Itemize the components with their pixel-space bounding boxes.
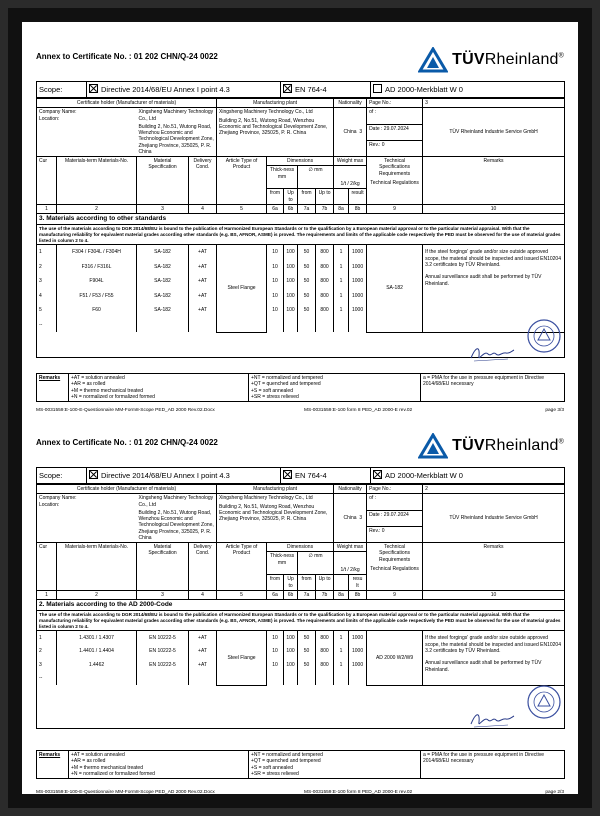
col-diameter: ∅ mm xyxy=(298,552,334,575)
row-w1: 1 xyxy=(334,303,349,318)
row-d2: 800 xyxy=(316,260,334,275)
section-title: 2. Materials according to the AD 2000-Code xyxy=(37,600,565,611)
row-w1: 1 xyxy=(334,289,349,304)
row-mat: F51 / F53 / F55 xyxy=(57,289,137,304)
col-weight-unit: 1/t / 2/kg xyxy=(334,166,367,189)
brand-registered: ® xyxy=(558,52,564,60)
nationality-value: China xyxy=(334,108,367,157)
legend-item: +QT = quenched and tempered xyxy=(251,758,321,765)
column-number: 2 xyxy=(57,590,137,599)
legend-item: +AT = solution annealed xyxy=(71,375,125,381)
footer-page: page 2/3 xyxy=(545,790,564,795)
cert-holder-header: Certificate holder (Manufacturer of materials) xyxy=(37,485,217,494)
tech-spec-value: SA-182 xyxy=(367,245,423,333)
row-t2: 100 xyxy=(284,645,298,659)
row-w2: 1000 xyxy=(349,289,367,304)
column-number: 7b xyxy=(316,590,334,599)
row-spec: SA-182 xyxy=(137,245,189,260)
row-t2 xyxy=(284,318,298,333)
col-remarks: Remarks xyxy=(423,543,565,591)
date-cell: Date : 29.07.2024 xyxy=(367,510,423,526)
legend-item: +QT = quenched and tempered xyxy=(251,381,321,388)
row-spec: EN 10222-5 xyxy=(137,645,189,659)
row-t2: 100 xyxy=(284,303,298,318)
row-t1: 10 xyxy=(267,631,284,645)
column-number: 4 xyxy=(189,590,217,599)
row-spec xyxy=(137,672,189,686)
row-n: 3 xyxy=(37,658,57,672)
checkbox-icon xyxy=(373,84,382,93)
table-row xyxy=(37,245,565,260)
row-w2 xyxy=(349,318,367,333)
row-del: +AT xyxy=(189,260,217,275)
row-del: +AT xyxy=(189,631,217,645)
from-label: from xyxy=(267,189,284,205)
scope-directive: Directive 2014/68/EU Annex I point 4.3 xyxy=(87,82,281,98)
row-w1 xyxy=(334,318,349,333)
row-d1: 50 xyxy=(298,274,316,289)
of-label: of : xyxy=(367,494,423,510)
cert-holder-header: Certificate holder (Manufacturer of materials) xyxy=(37,99,217,108)
materials-table xyxy=(36,98,565,357)
row-t1: 10 xyxy=(267,303,284,318)
row-n: -- xyxy=(37,318,57,333)
row-spec: SA-182 xyxy=(137,303,189,318)
row-w2: 1000 xyxy=(349,274,367,289)
row-mat: 1.4462 xyxy=(57,658,137,672)
column-number: 7b xyxy=(316,204,334,213)
tuv-logo xyxy=(418,430,564,462)
date-value: 29.07.2024 xyxy=(383,511,409,518)
upto-label: Up to xyxy=(316,189,334,205)
upto-label: Up to xyxy=(284,189,298,205)
company-info: Xingsheng Machinery Technology Co., Ltd Building 2, No.51, Wutong Road, Wenzhou Economic and Technological Development Zone, Zhejiang Province, 325025, P. R. China xyxy=(137,108,217,157)
row-n: 4 xyxy=(37,289,57,304)
footer-left: MS-0031559:E-100-E-Questionnaire MM-Form8-Scope PED_AD 2000 Rev.02.Docx xyxy=(36,408,215,413)
result-label: resu lt xyxy=(349,575,367,591)
row-n: 2 xyxy=(37,260,57,275)
legend-column xyxy=(69,374,249,402)
article-type: Steel Flange xyxy=(217,245,267,333)
remarks-label: Remarks xyxy=(39,752,61,758)
remark-text: If the steel forgings' grade and/or size outside approved scope, the material should be inspected and issued EN10204 3.2 certificates by TÜV Rheinland. Annual surveillance audit shall be performed by TÜV Rheinland. xyxy=(423,245,565,333)
issuer: 3 TÜV Rheinland Industrie Service GmbH xyxy=(423,108,565,157)
nationality-header: Nationality xyxy=(334,99,367,108)
col-weight: Weight max xyxy=(334,543,367,552)
col-dimensions: Dimensions xyxy=(267,157,334,166)
column-number: 6b xyxy=(284,204,298,213)
nationality-header: Nationality xyxy=(334,485,367,494)
row-t1: 10 xyxy=(267,645,284,659)
checked-box-icon xyxy=(283,84,292,93)
row-del: +AT xyxy=(189,245,217,260)
legend-item: +N = normalized or formalized formed xyxy=(71,770,155,777)
scope-directive: Directive 2014/68/EU Annex I point 4.3 xyxy=(87,468,281,484)
col-article: Article Type of Product xyxy=(217,543,267,591)
tuv-triangle-icon xyxy=(418,47,448,73)
legend-column xyxy=(69,751,249,779)
company-labels: Company Name: Location: xyxy=(37,108,137,157)
scope-label: Scope: xyxy=(37,468,87,484)
column-number: 3 xyxy=(137,204,189,213)
row-d2 xyxy=(316,318,334,333)
col-techspec: Technical Specifications Requirements Technical Regulations xyxy=(367,543,423,591)
column-number: 4 xyxy=(189,204,217,213)
page-no-cell: Page No.: xyxy=(367,99,423,108)
row-spec xyxy=(137,318,189,333)
section-note: The use of the materials according to DGR 2014/68/EU is bound to the publication of Harmonized European Standards or to the qualification by a European material approval or to the particular material appraisal. With that the manufacturing reliability for equivalent material grades according other standards (e.g. BS, AFNOR, ASME) is proved. The requirements and limits of the applicable code respectively the PED must be observed for the use of material grades listed in column 2 to 4. xyxy=(37,225,565,245)
tech-spec-value: AD 2000 W2/W9 xyxy=(367,631,423,686)
row-t1: 10 xyxy=(267,260,284,275)
row-t1: 10 xyxy=(267,658,284,672)
checked-box-icon xyxy=(373,470,382,479)
rev-cell: Rev.: 0 xyxy=(367,140,423,156)
signature-icon xyxy=(468,708,516,730)
result-label: result xyxy=(349,189,367,205)
page-no-cell: Page No.: xyxy=(367,485,423,494)
section-title: 3. Materials according to other standards xyxy=(37,214,565,225)
legend-column xyxy=(249,374,421,402)
remarks-label: Remarks xyxy=(39,375,61,381)
scope-en764: EN 764-4 xyxy=(281,82,371,98)
legend-item: +NT = normalized and tempered xyxy=(251,752,323,758)
column-number: 10 xyxy=(423,204,565,213)
row-w2 xyxy=(349,672,367,686)
column-number: 5 xyxy=(217,204,267,213)
issuer: 3 TÜV Rheinland Industrie Service GmbH xyxy=(423,494,565,543)
plant-info: Xingsheng Machinery Technology Co., Ltd Building 2, No.51, Wutong Road, Wenzhou Economic and Technological Development Zone, Zhejiang Province, 325025, P. R. China xyxy=(217,494,334,543)
col-delivery: Delivery Cond. xyxy=(189,157,217,205)
tuv-stamp-icon xyxy=(526,684,562,720)
checked-box-icon xyxy=(89,470,98,479)
legend-column xyxy=(421,374,565,402)
row-t2: 100 xyxy=(284,260,298,275)
document-paper xyxy=(22,22,578,794)
row-t2: 100 xyxy=(284,289,298,304)
row-d1 xyxy=(298,318,316,333)
row-n: 3 xyxy=(37,274,57,289)
page-no-value: 3 xyxy=(423,99,565,108)
col-thickness: Thick-ness mm xyxy=(267,166,298,189)
footer-left: MS-0031559:E-100-E-Questionnaire MM-Form8-Scope PED_AD 2000 Rev.02.Docx xyxy=(36,790,215,795)
row-del xyxy=(189,672,217,686)
page-no-value: 2 xyxy=(423,485,565,494)
scope-label: Scope: xyxy=(37,82,87,98)
col-materials: Materials-term Materials-No. xyxy=(57,543,137,591)
col-spec: Material Specification xyxy=(137,157,189,205)
row-mat: 1.4301 / 1.4307 xyxy=(57,631,137,645)
from-label: from xyxy=(298,575,316,591)
row-t2: 100 xyxy=(284,245,298,260)
mfg-plant-header: Manufacturing plant xyxy=(217,99,334,108)
row-d2: 800 xyxy=(316,274,334,289)
footer-page: page 3/3 xyxy=(545,408,564,413)
column-number: 8a xyxy=(334,590,349,599)
scope-table xyxy=(36,81,565,98)
row-del: +AT xyxy=(189,645,217,659)
legend-item: +S = soft annealed xyxy=(251,764,293,771)
legend-column xyxy=(421,751,565,779)
column-number: 10 xyxy=(423,590,565,599)
col-cur: Cur xyxy=(37,543,57,591)
row-spec: SA-182 xyxy=(137,289,189,304)
col-article: Article Type of Product xyxy=(217,157,267,205)
brand-name-regular: Rheinland xyxy=(484,51,559,68)
column-number: 5 xyxy=(217,590,267,599)
col-dimensions: Dimensions xyxy=(267,543,334,552)
row-del xyxy=(189,318,217,333)
legend-item: +M = thermo mechanical treated xyxy=(71,387,143,394)
row-spec: SA-182 xyxy=(137,260,189,275)
legend-item: +NT = normalized and tempered xyxy=(251,375,323,381)
row-t2 xyxy=(284,672,298,686)
upto-label: Up to xyxy=(316,575,334,591)
company-labels: Company Name: Location: xyxy=(37,494,137,543)
footer-mid: MS-0031559:E-100 form 8 PED_AD 2000-E rev.02 xyxy=(304,790,413,795)
column-number: 6a xyxy=(267,590,284,599)
date-value: 29.07.2024 xyxy=(383,125,409,132)
column-number: 6a xyxy=(267,204,284,213)
footer-mid: MS-0031559:E-100 form 8 PED_AD 2000-E rev.02 xyxy=(304,408,413,413)
legend-item: a = PMA for the use in pressure equipment in Directive 2014/68/EU necessary xyxy=(423,752,545,765)
row-t1: 10 xyxy=(267,289,284,304)
from-label: from xyxy=(267,575,284,591)
row-mat xyxy=(57,318,137,333)
row-t2: 100 xyxy=(284,274,298,289)
legend-item: +S = soft annealed xyxy=(251,387,293,394)
row-w2: 1000 xyxy=(349,658,367,672)
row-n: -- xyxy=(37,672,57,686)
rev-value: 0 xyxy=(381,527,385,534)
row-del: +AT xyxy=(189,658,217,672)
legend-item: +SR = stress relieved xyxy=(251,770,299,777)
col-thickness: Thick-ness mm xyxy=(267,552,298,575)
row-mat: F304 / F304L / F304H xyxy=(57,245,137,260)
row-mat: 1.4401 / 1.4404 xyxy=(57,645,137,659)
tuv-triangle-icon xyxy=(418,433,448,459)
table-row xyxy=(37,631,565,645)
row-d1: 50 xyxy=(298,289,316,304)
row-n: 5 xyxy=(37,303,57,318)
row-d1: 50 xyxy=(298,631,316,645)
legend-item: a = PMA for the use in pressure equipment in Directive 2014/68/EU necessary xyxy=(423,375,545,388)
rev-value: 0 xyxy=(381,141,385,148)
scope-ad2000: AD 2000-Merkblatt W 0 xyxy=(371,82,565,98)
row-d2: 800 xyxy=(316,289,334,304)
row-d1: 50 xyxy=(298,658,316,672)
row-w2: 1000 xyxy=(349,245,367,260)
column-number: 1 xyxy=(37,204,57,213)
col-weight: Weight max xyxy=(334,157,367,166)
brand-name-bold: TÜV xyxy=(452,437,485,454)
row-spec: SA-182 xyxy=(137,274,189,289)
row-w2: 1000 xyxy=(349,303,367,318)
column-number: 8b xyxy=(349,590,367,599)
row-del: +AT xyxy=(189,289,217,304)
row-w1: 1 xyxy=(334,260,349,275)
row-w1 xyxy=(334,672,349,686)
legend-column xyxy=(249,751,421,779)
column-number: 9 xyxy=(367,590,423,599)
row-w1: 1 xyxy=(334,631,349,645)
row-w2: 1000 xyxy=(349,631,367,645)
checked-box-icon xyxy=(89,84,98,93)
row-mat: F316 / F316L xyxy=(57,260,137,275)
row-w1: 1 xyxy=(334,245,349,260)
scope-ad2000: AD 2000-Merkblatt W 0 xyxy=(371,468,565,484)
checked-box-icon xyxy=(283,470,292,479)
date-cell: Date : 29.07.2024 xyxy=(367,124,423,140)
annex-title: Annex to Certificate No. : 01 202 CHN/Q-24 0022 xyxy=(36,52,218,61)
col-diameter: ∅ mm xyxy=(298,166,334,189)
row-d2 xyxy=(316,672,334,686)
row-mat xyxy=(57,672,137,686)
row-del: +AT xyxy=(189,303,217,318)
of-label: of : xyxy=(367,108,423,124)
tuv-stamp-icon xyxy=(526,318,562,354)
remarks-legend xyxy=(36,750,564,779)
row-n: 2 xyxy=(37,645,57,659)
column-number: 7a xyxy=(298,204,316,213)
row-w1: 1 xyxy=(334,645,349,659)
row-w1: 1 xyxy=(334,274,349,289)
row-n: 1 xyxy=(37,631,57,645)
col-spec: Material Specification xyxy=(137,543,189,591)
row-w2: 1000 xyxy=(349,645,367,659)
plant-info: Xingsheng Machinery Technology Co., Ltd Building 2, No.51, Wutong Road, Wenzhou Economic and Technological Development Zone, Zhejiang Province, 325025, P. R. China xyxy=(217,108,334,157)
column-number: 9 xyxy=(367,204,423,213)
column-number: 8a xyxy=(334,204,349,213)
row-d1: 50 xyxy=(298,303,316,318)
section-note: The use of the materials according to DGR 2014/68/EU is bound to the publication of Harmonized European Standards or to the qualification by a European material approval or to the particular material appraisal. With that the manufacturing reliability for equivalent material grades according other standards (e.g. BS, AFNOR, ASME) is proved. The requirements and limits of the applicable code respectively the PED must be observed for the use of material grades listed in column 2 to 4. xyxy=(37,611,565,631)
brand-name-bold: TÜV xyxy=(452,51,485,68)
row-spec: EN 10222-5 xyxy=(137,658,189,672)
row-d2: 800 xyxy=(316,303,334,318)
rev-cell: Rev.: 0 xyxy=(367,526,423,542)
column-number: 2 xyxy=(57,204,137,213)
col-remarks: Remarks xyxy=(423,157,565,205)
scope-en764: EN 764-4 xyxy=(281,468,371,484)
legend-item: +AR = as rolled xyxy=(71,381,106,388)
company-info: Xingsheng Machinery Technology Co., Ltd Building 2, No.51, Wutong Road, Wenzhou Economic and Technological Development Zone, Zhejiang Province, 325025, P. R. China xyxy=(137,494,217,543)
remarks-legend xyxy=(36,373,564,402)
row-d1: 50 xyxy=(298,260,316,275)
article-type: Steel Flange xyxy=(217,631,267,686)
legend-item: +AR = as rolled xyxy=(71,758,106,765)
brand-registered: ® xyxy=(558,438,564,446)
column-number: 1 xyxy=(37,590,57,599)
certificate-annex-page xyxy=(36,46,564,426)
row-d1: 50 xyxy=(298,245,316,260)
col-cur: Cur xyxy=(37,157,57,205)
row-t2: 100 xyxy=(284,658,298,672)
legend-item: +AT = solution annealed xyxy=(71,752,125,758)
row-d1 xyxy=(298,672,316,686)
row-mat: F904L xyxy=(57,274,137,289)
legend-item: +N = normalized or formalized formed xyxy=(71,393,155,400)
scope-table xyxy=(36,467,565,484)
row-d2: 800 xyxy=(316,245,334,260)
legend-item: +M = thermo mechanical treated xyxy=(71,764,143,771)
row-t1 xyxy=(267,318,284,333)
mfg-plant-header: Manufacturing plant xyxy=(217,485,334,494)
row-d1: 50 xyxy=(298,645,316,659)
annex-title: Annex to Certificate No. : 01 202 CHN/Q-24 0022 xyxy=(36,438,218,447)
legend-item: +SR = stress relieved xyxy=(251,393,299,400)
row-t1: 10 xyxy=(267,245,284,260)
materials-table xyxy=(36,484,565,728)
row-d2: 800 xyxy=(316,631,334,645)
col-materials: Materials-term Materials-No. xyxy=(57,157,137,205)
row-mat: F60 xyxy=(57,303,137,318)
upto-label: Up to xyxy=(284,575,298,591)
column-number: 6b xyxy=(284,590,298,599)
certificate-annex-page xyxy=(36,432,564,812)
row-d2: 800 xyxy=(316,658,334,672)
remark-text: If the steel forgings' grade and/or size outside approved scope, the material should be inspected and issued EN10204 3.2 certificates by TÜV Rheinland. Annual surveillance audit shall be performed by TÜV Rheinland. xyxy=(423,631,565,686)
signature-icon xyxy=(468,342,516,364)
col-techspec: Technical Specifications Requirements Technical Regulations xyxy=(367,157,423,205)
row-w1: 1 xyxy=(334,658,349,672)
brand-name-regular: Rheinland xyxy=(484,437,559,454)
from-label: from xyxy=(298,189,316,205)
row-t2: 100 xyxy=(284,631,298,645)
row-spec: EN 10222-5 xyxy=(137,631,189,645)
column-number: 8b xyxy=(349,204,367,213)
row-t1: 10 xyxy=(267,274,284,289)
column-number: 3 xyxy=(137,590,189,599)
tuv-logo xyxy=(418,44,564,76)
col-weight-unit: 1/t / 2/kg xyxy=(334,552,367,575)
column-number: 7a xyxy=(298,590,316,599)
row-n: 1 xyxy=(37,245,57,260)
nationality-value: China xyxy=(334,494,367,543)
row-del: +AT xyxy=(189,274,217,289)
row-d2: 800 xyxy=(316,645,334,659)
col-delivery: Delivery Cond. xyxy=(189,543,217,591)
row-w2: 1000 xyxy=(349,260,367,275)
row-t1 xyxy=(267,672,284,686)
